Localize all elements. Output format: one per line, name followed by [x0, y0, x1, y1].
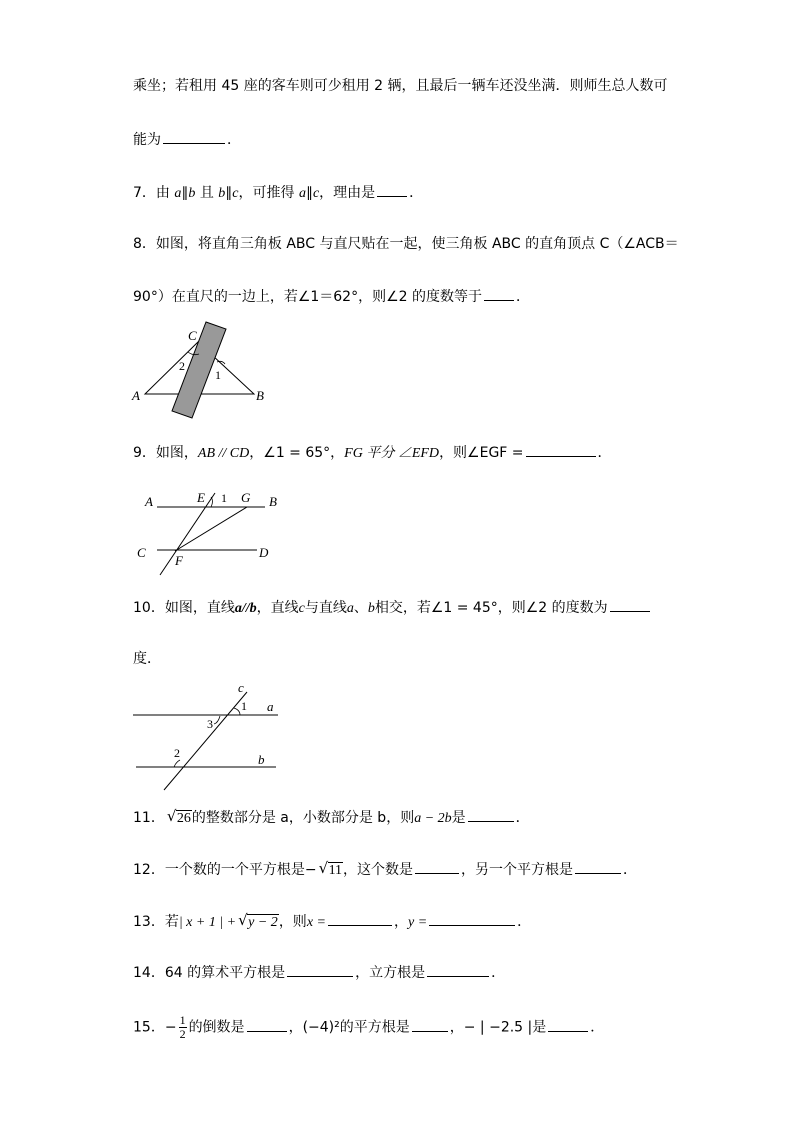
q12-other-root-blank[interactable] [575, 858, 621, 874]
label-a: A [132, 388, 140, 403]
q8-line1: 8．如图，将直角三角板 ABC 与直尺贴在一起，使三角板 ABC 的直角顶点 C（∠ACB＝ [133, 236, 679, 252]
angle-3-arc [214, 716, 220, 724]
label-f: F [175, 553, 183, 568]
q13-y-blank[interactable] [429, 910, 515, 926]
label-angle-2: 2 [174, 746, 180, 760]
q8-answer-blank[interactable] [484, 285, 514, 301]
angle-1-arc [234, 708, 240, 715]
label-angle-2: 2 [179, 359, 185, 373]
q11-answer-blank[interactable] [468, 806, 514, 822]
label-c: c [238, 680, 244, 695]
q7-text: 7．由 a∥b 且 b∥c，可推得 a∥c，理由是 ． [133, 181, 423, 204]
label-g: G [241, 490, 251, 505]
q9-text: 9．如图，AB // CD，∠1 = 65°，FG 平分 ∠EFD，则∠EGF = ． [133, 441, 612, 464]
label-angle-3: 3 [207, 717, 213, 731]
q11-text: 11． √ 26的整数部分是 a，小数部分是 b，则a − 2b是 ． [133, 806, 530, 829]
line-fg [175, 507, 247, 551]
label-angle-1: 1 [215, 368, 221, 382]
q15-text: 15．− $\frac{1}{2}$ 的倒数是 ，(−4)²的平方根是 ，− | −2.5 |是 ． [133, 1013, 605, 1041]
label-angle-1: 1 [241, 699, 247, 713]
q6-line2: 能为 ． [133, 128, 241, 150]
q15-root-blank[interactable] [412, 1016, 448, 1032]
sqrt-26: √ 26 [166, 807, 191, 826]
q10-line2: 度． [133, 651, 161, 667]
q10-figure [130, 680, 290, 792]
q8-figure [130, 318, 270, 418]
q12-text: 12．一个数的一个平方根是− √ 11，这个数是 ，另一个平方根是 ． [133, 858, 637, 881]
label-b: B [269, 494, 277, 509]
q9-figure [135, 485, 285, 580]
q12-number-blank[interactable] [415, 858, 459, 874]
q6-line1: 乘坐；若租用 45 座的客车则可少租用 2 辆，且最后一辆车还没坐满．则师生总人数可 [133, 78, 668, 94]
q9-answer-blank[interactable] [526, 441, 596, 457]
q14-cbrt-blank[interactable] [427, 961, 489, 977]
q8-line2: 90°）在直尺的一边上，若∠1＝62°，则∠2 的度数等于 ． [133, 285, 530, 307]
label-c: C [137, 545, 146, 560]
q15-value-blank[interactable] [548, 1016, 588, 1032]
transversal-ef [160, 493, 215, 575]
label-b: b [258, 752, 265, 767]
q7-answer-blank[interactable] [377, 181, 407, 197]
line-c [164, 692, 247, 790]
fraction-one-half: $\frac{1}{2}$ [179, 1013, 186, 1041]
q6-answer-blank[interactable] [163, 128, 225, 144]
q13-x-blank[interactable] [328, 910, 392, 926]
label-d: D [259, 545, 269, 560]
q14-sqrt-blank[interactable] [287, 961, 353, 977]
label-b: B [256, 388, 264, 403]
label-e: E [197, 490, 205, 505]
q14-text: 14．64 的算术平方根是 ，立方根是 ． [133, 961, 505, 983]
angle-2-arc [174, 760, 180, 767]
sqrt-y-minus-2: √ y − 2 [238, 911, 278, 930]
q13-text: 13．若| x + 1 | + √ y − 2，则x = ，y = ． [133, 910, 531, 933]
q10-line1: 10．如图，直线a//b，直线c与直线a、b相交，若∠1 = 45°，则∠2 的度数为 [133, 596, 652, 619]
label-c: C [188, 328, 197, 343]
label-a: a [267, 699, 274, 714]
q15-reciprocal-blank[interactable] [247, 1016, 287, 1032]
label-angle-1: 1 [221, 491, 227, 505]
label-a: A [145, 494, 153, 509]
sqrt-11: √ 11 [318, 859, 343, 878]
q10-answer-blank[interactable] [610, 596, 650, 612]
